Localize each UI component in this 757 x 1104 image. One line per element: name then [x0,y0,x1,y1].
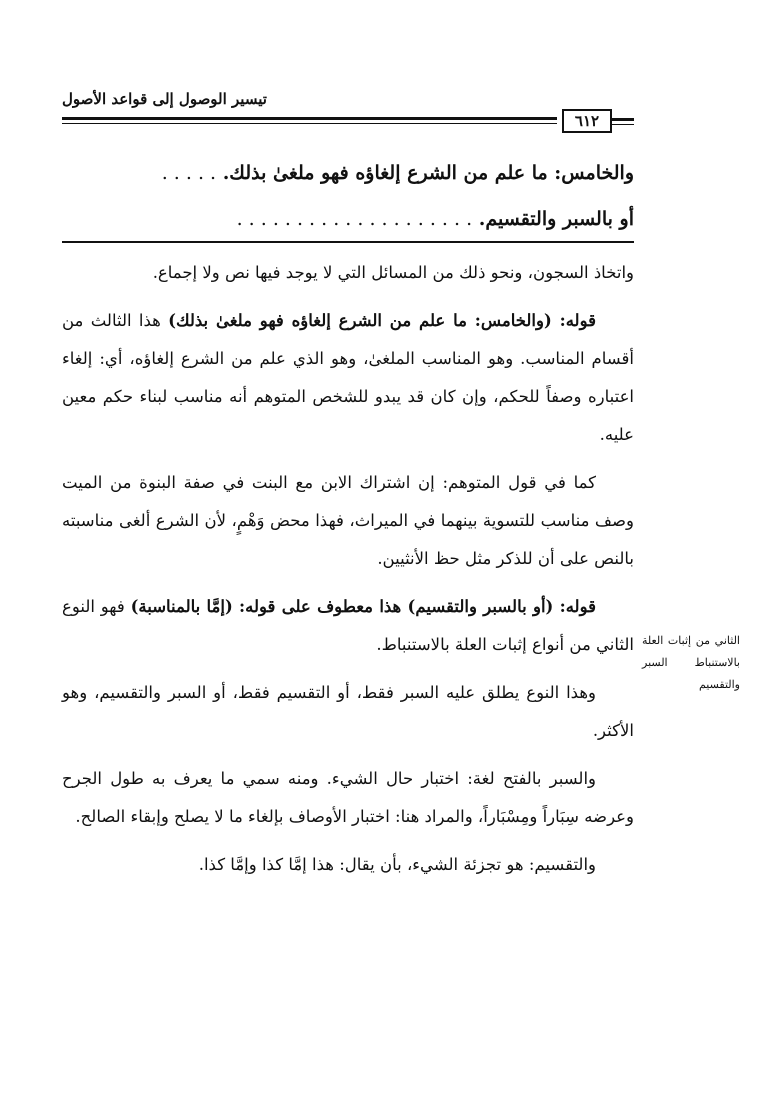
matn-line-2-text: أو بالسبر والتقسيم. [478,208,634,230]
matn-line-1-text: والخامس: ما علم من الشرع إلغاؤه فهو ملغىٰ بذلك. [222,162,634,184]
paragraph-1: واتخاذ السجون، ونحو ذلك من المسائل التي لا يوجد فيها نص ولا إجماع. [152,263,634,282]
matn-line-1-dots: . . . . . [161,162,217,184]
paragraph-2 [62,302,634,454]
paragraph-2-rest: هذا الثالث من أقسام المناسب. وهو المناسب الملغىٰ، وهو الذي علم من الشرع إلغاؤه، أي: إلغاء اعتباره وصفاً للحكم، وإن كان قد يبدو للشخص المتوهم أنه مناسب لبناء حكم معين عليه. [62,311,634,444]
paragraph-3: كما في قول المتوهم: إن اشتراك الابن مع البنت في صفة البنوة من الميت وصف مناسب للتسوية بينهما في الميراث، فهذا محض وَهْمٍ، لأن الشرع ألغى مناسبته بالنص على أن للذكر مثل حظ الأنثيين. [62,473,634,568]
matn-line-1 [62,150,634,196]
commentary-text [62,254,634,894]
paragraph-7: والتقسيم: هو تجزئة الشيء، بأن يقال: هذا إمَّا كذا وإمَّا كذا. [198,855,596,874]
page-number: ٦١٢ [562,109,612,133]
page-number-rule [612,118,634,125]
margin-note: الثاني من إثبات العلة بالاستنباط السبر والتقسيم [642,634,740,691]
paragraph-4-lead: قوله: (أو بالسبر والتقسيم) هذا معطوف على قوله: (إمَّا بالمناسبة) [130,597,596,616]
header-rule [62,117,557,124]
running-title: تيسير الوصول إلى قواعد الأصول [62,90,267,108]
paragraph-4 [62,588,634,664]
matn-line-2-dots: . . . . . . . . . . . . . . . . . . . . [236,208,473,230]
paragraph-4-rest: فهو النوع الثاني من أنواع إثبات العلة بالاستنباط. [62,597,634,654]
matn-text [62,150,634,242]
paragraph-2-lead: قوله: (والخامس: ما علم من الشرع إلغاؤه فهو ملغىٰ بذلك) [168,311,596,330]
matn-divider [62,241,634,243]
matn-line-2 [62,196,634,242]
paragraph-5: وهذا النوع يطلق عليه السبر فقط، أو التقسيم فقط، أو السبر والتقسيم، وهو الأكثر. [62,683,634,740]
paragraph-6: والسبر بالفتح لغة: اختبار حال الشيء. ومنه سمي ما يعرف به طول الجرح وعرضه سِبَاراً ومِسْبَاراً، والمراد هنا: اختبار الأوصاف بإلغاء ما لا يصلح وإبقاء الصالح. [62,769,634,826]
